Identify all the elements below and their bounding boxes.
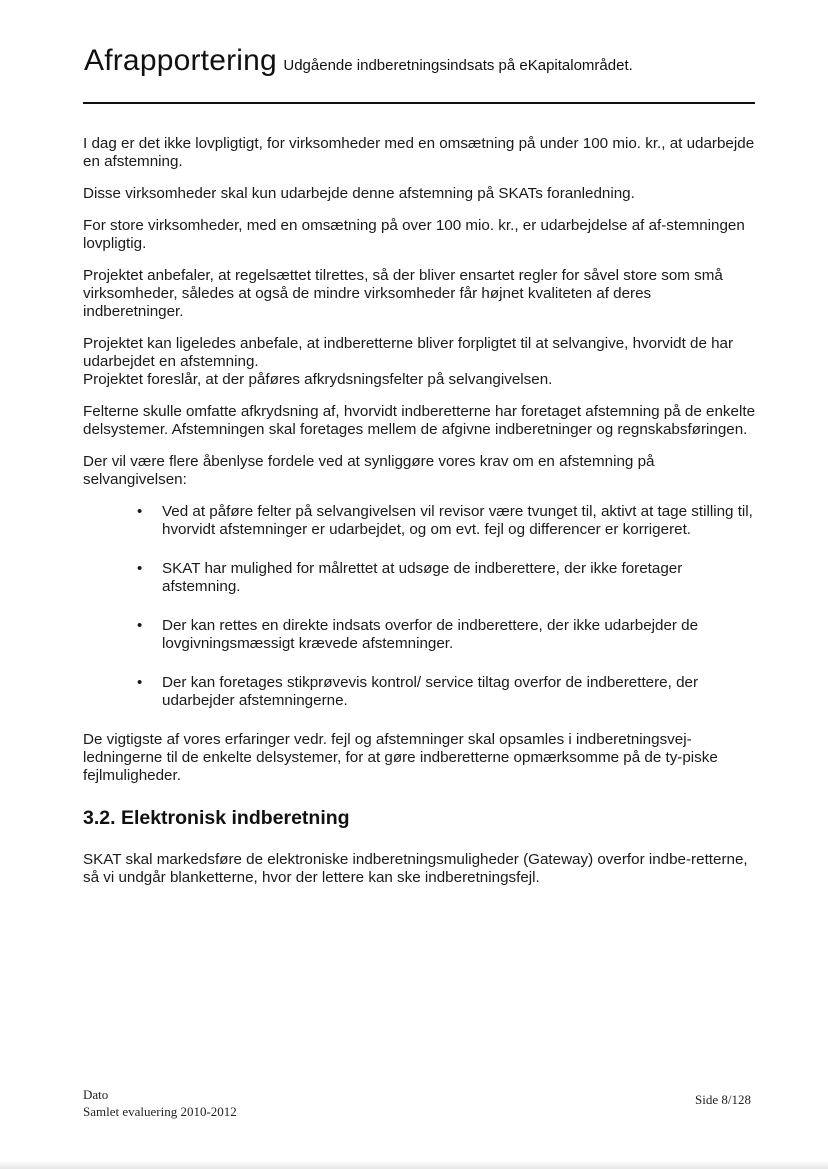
document-body — [83, 135, 755, 901]
paragraph-1: I dag er det ikke lovpligtigt, for virksomheder med en omsætning på under 100 mio. kr., at udarbejde en afstemning. — [83, 135, 755, 170]
bullet-icon: • — [137, 503, 143, 520]
list-item — [83, 674, 755, 710]
list-item-text: Der kan rettes en direkte indsats overfor de indberettere, der ikke udarbejder de lovgivningsmæssigt krævede afstemninger. — [162, 617, 699, 652]
list-item — [83, 503, 755, 539]
paragraph-5-line-2: Projektet foreslår, at der påføres afkrydsningsfelter på selvangivelsen. — [83, 371, 553, 388]
paragraph-9: SKAT skal markedsføre de elektroniske indberetningsmuligheder (Gateway) overfor indbe-retterne, så vi undgår blanketterne, hvor der lettere kan ske indberetningsfejl. — [83, 851, 748, 886]
paragraph-6: Felterne skulle omfatte afkrydsning af, hvorvidt indberetterne har foretaget afstemning på de enkelte delsystemer. Afstemningen skal foretages mellem de afgivne indberetninger og regnskabsføringen. — [83, 403, 756, 438]
list-item-text: Der kan foretages stikprøvevis kontrol/ service tiltag overfor de indberettere, der udarbejder afstemningerne. — [162, 674, 699, 709]
footer-date-label: Dato — [83, 1087, 109, 1102]
header-title: Afrapportering — [84, 44, 277, 77]
paragraph-5-line-1: Projektet kan ligeledes anbefale, at indberetterne bliver forpligtet til at selvangive, hvorvidt de har udarbejdet en afstemning. — [83, 335, 734, 370]
paragraph-3: For store virksomheder, med en omsætning på over 100 mio. kr., er udarbejdelse af af-stemningen lovpligtig. — [83, 217, 745, 252]
page-number: Side 8/128 — [695, 1092, 751, 1107]
paragraph-5 — [83, 335, 755, 389]
header-subtitle: Udgående indberetningsindsats på eKapitalområdet. — [283, 57, 633, 74]
footer-document-name: Samlet evaluering 2010-2012 — [83, 1104, 237, 1119]
list-item-text: SKAT har mulighed for målrettet at udsøge de indberettere, der ikke foretager afstemning. — [162, 560, 683, 595]
bullet-icon: • — [137, 617, 143, 634]
paragraph-4: Projektet anbefaler, at regelsættet tilrettes, så der bliver ensartet regler for såvel store som små virksomheder, således at også de mindre virksomheder får højnet kvaliteten af deres indberetninger. — [83, 267, 723, 320]
paragraph-7: Der vil være flere åbenlyse fordele ved at synliggøre vores krav om en afstemning på selvangivelsen: — [83, 453, 655, 488]
page-bottom-edge — [0, 1160, 828, 1169]
list-item-text: Ved at påføre felter på selvangivelsen vil revisor være tvunget til, aktivt at tage stilling til, hvorvidt afstemninger er udarbejdet, og om evt. fejl og differencer er korrigeret. — [162, 503, 753, 538]
paragraph-8: De vigtigste af vores erfaringer vedr. fejl og afstemninger skal opsamles i indberetningsvej-ledningerne til de enkelte delsystemer, for at gøre indberetterne opmærksomme på de ty-piske fejlmuligheder. — [83, 731, 718, 784]
section-heading: 3.2. Elektronisk indberetning — [83, 807, 350, 829]
bullet-list — [83, 503, 755, 710]
header-divider — [83, 102, 755, 104]
paragraph-2: Disse virksomheder skal kun udarbejde denne afstemning på SKATs foranledning. — [83, 185, 635, 202]
bullet-icon: • — [137, 674, 143, 691]
list-item — [83, 560, 755, 596]
footer-left — [83, 1086, 237, 1120]
bullet-icon: • — [137, 560, 143, 577]
page-header — [84, 44, 764, 78]
list-item — [83, 617, 755, 653]
